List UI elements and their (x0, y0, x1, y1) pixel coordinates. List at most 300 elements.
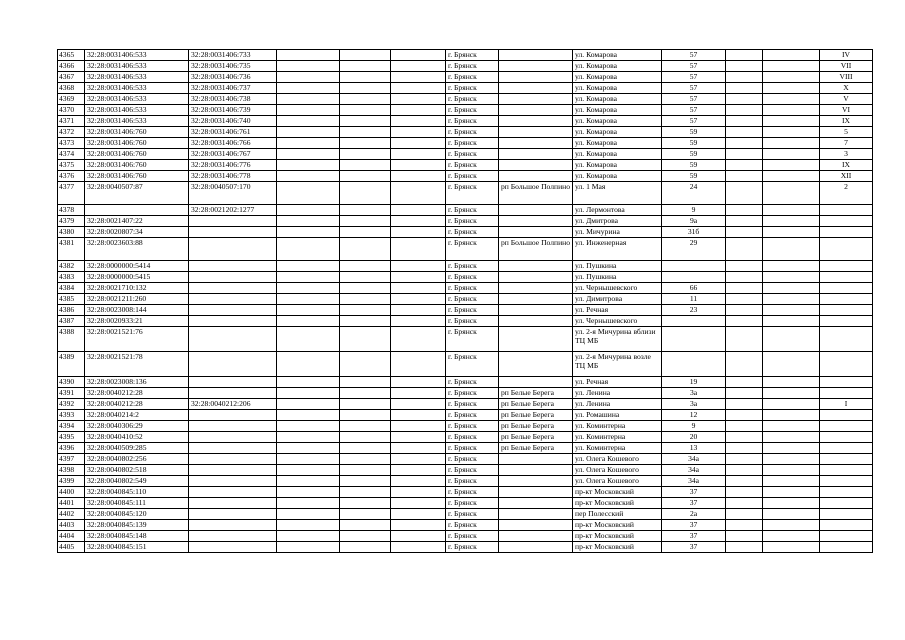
cell-empty (277, 83, 340, 94)
cell-extra (820, 498, 873, 509)
cell-empty (340, 454, 391, 465)
table-row (58, 377, 873, 388)
cell-empty (763, 388, 820, 399)
cell-cad2 (189, 432, 277, 443)
cell-no: 4396 (58, 443, 85, 454)
cell-cad2: 32:28:0031406:735 (189, 61, 277, 72)
cell-house: 34а (662, 454, 726, 465)
cell-no: 4365 (58, 50, 85, 61)
cell-empty (763, 327, 820, 352)
cell-empty (340, 283, 391, 294)
table-row (58, 160, 873, 171)
cell-empty (726, 182, 763, 205)
cell-empty (763, 83, 820, 94)
cell-city: г. Брянск (446, 205, 499, 216)
cell-extra: VIII (820, 72, 873, 83)
cell-empty (340, 520, 391, 531)
cell-settlement (499, 50, 573, 61)
cell-no: 4386 (58, 305, 85, 316)
cell-empty (391, 316, 446, 327)
cell-empty (340, 261, 391, 272)
cell-empty (726, 105, 763, 116)
cell-street: ул. Дмитрова (573, 216, 662, 227)
cell-house: 19 (662, 377, 726, 388)
cell-empty (391, 520, 446, 531)
cell-city: г. Брянск (446, 542, 499, 553)
cell-empty (391, 182, 446, 205)
cell-empty (340, 399, 391, 410)
cell-cad2 (189, 476, 277, 487)
cell-street: пр-кт Московский (573, 520, 662, 531)
cell-empty (277, 388, 340, 399)
cell-city: г. Брянск (446, 83, 499, 94)
table-row (58, 476, 873, 487)
cell-empty (277, 443, 340, 454)
cell-empty (277, 149, 340, 160)
cell-no: 4379 (58, 216, 85, 227)
table-row (58, 542, 873, 553)
cell-empty (340, 61, 391, 72)
cell-extra (820, 305, 873, 316)
cell-settlement: рп Белые Берега (499, 388, 573, 399)
cell-cad1: 32:28:0040845:111 (85, 498, 189, 509)
cell-empty (277, 182, 340, 205)
cell-street: ул. Комарова (573, 171, 662, 182)
cell-empty (277, 327, 340, 352)
cell-city: г. Брянск (446, 227, 499, 238)
cell-empty (391, 465, 446, 476)
cell-empty (391, 531, 446, 542)
cell-street: пр-кт Московский (573, 531, 662, 542)
cell-cad1: 32:28:0021211:260 (85, 294, 189, 305)
cell-settlement (499, 127, 573, 138)
cell-empty (340, 509, 391, 520)
cell-house: 31б (662, 227, 726, 238)
cell-empty (726, 83, 763, 94)
cell-settlement (499, 327, 573, 352)
cell-empty (277, 509, 340, 520)
cell-empty (277, 216, 340, 227)
cell-empty (726, 272, 763, 283)
cell-empty (763, 50, 820, 61)
cell-empty (277, 531, 340, 542)
cell-cad1: 32:28:0040212:28 (85, 399, 189, 410)
table-row (58, 352, 873, 377)
cell-house: 59 (662, 138, 726, 149)
cell-extra (820, 542, 873, 553)
table-row (58, 83, 873, 94)
cell-house: 13 (662, 443, 726, 454)
cell-empty (277, 316, 340, 327)
cell-cad2 (189, 352, 277, 377)
cell-house (662, 316, 726, 327)
cell-no: 4394 (58, 421, 85, 432)
cell-empty (763, 171, 820, 182)
cell-empty (763, 531, 820, 542)
cell-cad2 (189, 454, 277, 465)
cell-cad1: 32:28:0031406:760 (85, 149, 189, 160)
cell-extra: V (820, 94, 873, 105)
table-row (58, 94, 873, 105)
cell-empty (726, 377, 763, 388)
cell-empty (340, 352, 391, 377)
cell-cad1: 32:28:0031406:533 (85, 50, 189, 61)
cell-empty (763, 509, 820, 520)
cell-empty (340, 138, 391, 149)
cell-empty (763, 72, 820, 83)
cell-no: 4388 (58, 327, 85, 352)
cell-street: ул. Коминтерна (573, 421, 662, 432)
cell-cad2 (189, 327, 277, 352)
cell-cad2 (189, 542, 277, 553)
cell-street: ул. Комарова (573, 94, 662, 105)
cell-empty (763, 487, 820, 498)
cell-house: 9 (662, 421, 726, 432)
table-row (58, 138, 873, 149)
cell-empty (391, 61, 446, 72)
cell-house (662, 272, 726, 283)
cell-empty (340, 182, 391, 205)
cell-city: г. Брянск (446, 487, 499, 498)
cell-cad1: 32:28:0040306:29 (85, 421, 189, 432)
cell-cad1: 32:28:0040507:87 (85, 182, 189, 205)
cell-extra (820, 283, 873, 294)
cell-cad2: 32:28:0031406:733 (189, 50, 277, 61)
cell-cad1: 32:28:0040509:285 (85, 443, 189, 454)
cell-cad1: 32:28:0031406:533 (85, 61, 189, 72)
cell-empty (277, 238, 340, 261)
cell-empty (391, 127, 446, 138)
cell-cad1: 32:28:0031406:533 (85, 105, 189, 116)
cell-empty (726, 443, 763, 454)
cell-city: г. Брянск (446, 283, 499, 294)
cell-empty (763, 138, 820, 149)
cell-empty (763, 316, 820, 327)
cell-settlement: рп Белые Берега (499, 421, 573, 432)
cell-cad1: 32:28:0031406:760 (85, 171, 189, 182)
cell-empty (763, 498, 820, 509)
cell-house: 37 (662, 520, 726, 531)
cell-empty (340, 465, 391, 476)
cell-empty (340, 127, 391, 138)
cell-extra: IX (820, 160, 873, 171)
cell-empty (763, 305, 820, 316)
cell-extra (820, 520, 873, 531)
cell-empty (391, 410, 446, 421)
cell-settlement (499, 476, 573, 487)
table-row (58, 127, 873, 138)
cell-street: ул. Комарова (573, 149, 662, 160)
cell-cad1: 32:28:0031406:533 (85, 94, 189, 105)
cell-cad2: 32:28:0031406:776 (189, 160, 277, 171)
cell-city: г. Брянск (446, 410, 499, 421)
cell-cad2: 32:28:0040507:170 (189, 182, 277, 205)
cell-city: г. Брянск (446, 316, 499, 327)
cell-empty (277, 72, 340, 83)
cell-empty (340, 160, 391, 171)
cell-empty (726, 227, 763, 238)
cell-empty (763, 352, 820, 377)
cell-city: г. Брянск (446, 465, 499, 476)
cell-settlement (499, 61, 573, 72)
cell-empty (391, 205, 446, 216)
table-row (58, 410, 873, 421)
cell-settlement (499, 94, 573, 105)
cell-street: ул. Коминтерна (573, 443, 662, 454)
cell-empty (340, 272, 391, 283)
cell-empty (726, 316, 763, 327)
cell-no: 4375 (58, 160, 85, 171)
cell-street: ул. Лермонтова (573, 205, 662, 216)
cell-empty (340, 94, 391, 105)
cell-settlement (499, 509, 573, 520)
cell-empty (726, 476, 763, 487)
cell-empty (277, 487, 340, 498)
cell-cad1: 32:28:0020933:21 (85, 316, 189, 327)
cell-cad2: 32:28:0031406:737 (189, 83, 277, 94)
cell-empty (340, 487, 391, 498)
cell-empty (726, 465, 763, 476)
cell-cad2 (189, 388, 277, 399)
cell-no: 4371 (58, 116, 85, 127)
cell-empty (763, 399, 820, 410)
cell-cad1 (85, 205, 189, 216)
cell-empty (391, 542, 446, 553)
cell-empty (726, 399, 763, 410)
cell-house: 3а (662, 399, 726, 410)
table-row (58, 509, 873, 520)
cell-empty (277, 399, 340, 410)
cell-empty (340, 105, 391, 116)
cell-empty (340, 216, 391, 227)
cell-empty (391, 83, 446, 94)
cell-empty (277, 272, 340, 283)
cell-cad2: 32:28:0031406:778 (189, 171, 277, 182)
cell-street: ул. Олега Кошевого (573, 465, 662, 476)
cell-empty (391, 327, 446, 352)
cell-street: ул. Олега Кошевого (573, 476, 662, 487)
cell-city: г. Брянск (446, 520, 499, 531)
cell-empty (391, 352, 446, 377)
cell-no: 4389 (58, 352, 85, 377)
cell-settlement: рп Белые Берега (499, 443, 573, 454)
cell-settlement (499, 105, 573, 116)
cell-city: г. Брянск (446, 261, 499, 272)
cell-empty (763, 116, 820, 127)
cell-settlement (499, 138, 573, 149)
cell-settlement: рп Белые Берега (499, 410, 573, 421)
cell-no: 4405 (58, 542, 85, 553)
cell-extra (820, 272, 873, 283)
cell-empty (277, 377, 340, 388)
cell-empty (763, 283, 820, 294)
cell-extra: X (820, 83, 873, 94)
cell-cad1: 32:28:0023008:144 (85, 305, 189, 316)
cell-cad1: 32:28:0031406:760 (85, 160, 189, 171)
table-row (58, 294, 873, 305)
cell-no: 4367 (58, 72, 85, 83)
cell-extra: XII (820, 171, 873, 182)
cell-empty (391, 171, 446, 182)
cell-settlement (499, 160, 573, 171)
cell-empty (277, 50, 340, 61)
cell-empty (391, 261, 446, 272)
cell-empty (726, 531, 763, 542)
cell-city: г. Брянск (446, 238, 499, 261)
cell-city: г. Брянск (446, 61, 499, 72)
cell-house: 59 (662, 149, 726, 160)
cell-no: 4393 (58, 410, 85, 421)
table-row (58, 443, 873, 454)
cell-empty (726, 520, 763, 531)
cell-empty (763, 432, 820, 443)
table-row (58, 432, 873, 443)
cell-extra (820, 216, 873, 227)
cell-empty (763, 205, 820, 216)
cell-cad1: 32:28:0031406:533 (85, 116, 189, 127)
table-row (58, 487, 873, 498)
cell-house: 9а (662, 216, 726, 227)
cell-house: 37 (662, 487, 726, 498)
cell-empty (340, 443, 391, 454)
cell-extra: 3 (820, 149, 873, 160)
cell-street: ул. Комарова (573, 116, 662, 127)
cell-house: 9 (662, 205, 726, 216)
cell-empty (340, 171, 391, 182)
cell-settlement (499, 205, 573, 216)
cell-street: ул. Пушкина (573, 272, 662, 283)
cell-street: ул. 1 Мая (573, 182, 662, 205)
cell-city: г. Брянск (446, 476, 499, 487)
cell-cad2: 32:28:0031406:766 (189, 138, 277, 149)
cell-empty (277, 116, 340, 127)
cell-city: г. Брянск (446, 352, 499, 377)
cell-house: 29 (662, 238, 726, 261)
cell-empty (763, 410, 820, 421)
cell-city: г. Брянск (446, 216, 499, 227)
cell-cad2 (189, 509, 277, 520)
cell-settlement: рп Большое Полпино (499, 182, 573, 205)
cell-house: 59 (662, 171, 726, 182)
cell-empty (763, 421, 820, 432)
cell-empty (277, 352, 340, 377)
cell-cad2: 32:28:0031406:740 (189, 116, 277, 127)
cell-extra (820, 465, 873, 476)
cell-extra: I (820, 399, 873, 410)
cell-cad2: 32:28:0031406:761 (189, 127, 277, 138)
cell-empty (391, 283, 446, 294)
cell-extra (820, 410, 873, 421)
cell-empty (340, 421, 391, 432)
table-body (58, 50, 873, 553)
cell-cad1: 32:28:0040410:52 (85, 432, 189, 443)
cell-cad1: 32:28:0031406:760 (85, 127, 189, 138)
cell-empty (726, 138, 763, 149)
cell-extra (820, 377, 873, 388)
cell-cad1: 32:28:0040802:549 (85, 476, 189, 487)
cell-settlement: рп Белые Берега (499, 399, 573, 410)
cell-street: ул. Комарова (573, 50, 662, 61)
cell-house: 57 (662, 83, 726, 94)
cell-empty (763, 261, 820, 272)
cell-empty (277, 105, 340, 116)
cell-house: 37 (662, 542, 726, 553)
table-row (58, 182, 873, 205)
cell-no: 4373 (58, 138, 85, 149)
cell-empty (391, 160, 446, 171)
cell-empty (277, 171, 340, 182)
table-row (58, 283, 873, 294)
cell-no: 4380 (58, 227, 85, 238)
cell-no: 4385 (58, 294, 85, 305)
cell-house (662, 327, 726, 352)
cell-no: 4370 (58, 105, 85, 116)
cell-empty (391, 476, 446, 487)
cell-street: ул. 2-я Мичурина возле ТЦ МБ (573, 352, 662, 377)
cell-empty (340, 116, 391, 127)
cell-street: ул. Комарова (573, 160, 662, 171)
cell-empty (726, 388, 763, 399)
cell-street: ул. Комарова (573, 105, 662, 116)
cell-extra (820, 205, 873, 216)
cell-empty (391, 399, 446, 410)
cell-house: 24 (662, 182, 726, 205)
cell-empty (340, 305, 391, 316)
cell-extra (820, 443, 873, 454)
cell-house (662, 261, 726, 272)
cell-empty (726, 487, 763, 498)
cell-empty (340, 50, 391, 61)
cell-empty (340, 72, 391, 83)
cell-extra: VI (820, 105, 873, 116)
cell-extra: IX (820, 116, 873, 127)
cell-empty (763, 238, 820, 261)
cell-empty (726, 498, 763, 509)
cell-no: 4372 (58, 127, 85, 138)
cell-empty (391, 50, 446, 61)
cell-extra (820, 352, 873, 377)
cell-house: 57 (662, 116, 726, 127)
cell-empty (726, 116, 763, 127)
cell-cad2: 32:28:0031406:767 (189, 149, 277, 160)
cell-empty (726, 171, 763, 182)
table-row (58, 399, 873, 410)
cell-city: г. Брянск (446, 509, 499, 520)
cell-empty (726, 50, 763, 61)
cell-empty (391, 377, 446, 388)
cell-street: ул. Олега Кошевого (573, 454, 662, 465)
cell-extra (820, 487, 873, 498)
cell-cad1: 32:28:0040845:110 (85, 487, 189, 498)
cell-empty (277, 465, 340, 476)
cell-empty (726, 205, 763, 216)
table-row (58, 50, 873, 61)
cell-empty (277, 61, 340, 72)
cell-street: ул. Инженерная (573, 238, 662, 261)
cell-empty (277, 421, 340, 432)
table-row (58, 238, 873, 261)
cell-empty (726, 94, 763, 105)
cell-empty (277, 94, 340, 105)
cell-street: ул. Речная (573, 305, 662, 316)
cell-cad2 (189, 283, 277, 294)
cell-street: пр-кт Московский (573, 542, 662, 553)
cell-empty (391, 227, 446, 238)
cell-settlement (499, 294, 573, 305)
table-row (58, 116, 873, 127)
cell-cad1: 32:28:0040214:2 (85, 410, 189, 421)
cell-no: 4403 (58, 520, 85, 531)
